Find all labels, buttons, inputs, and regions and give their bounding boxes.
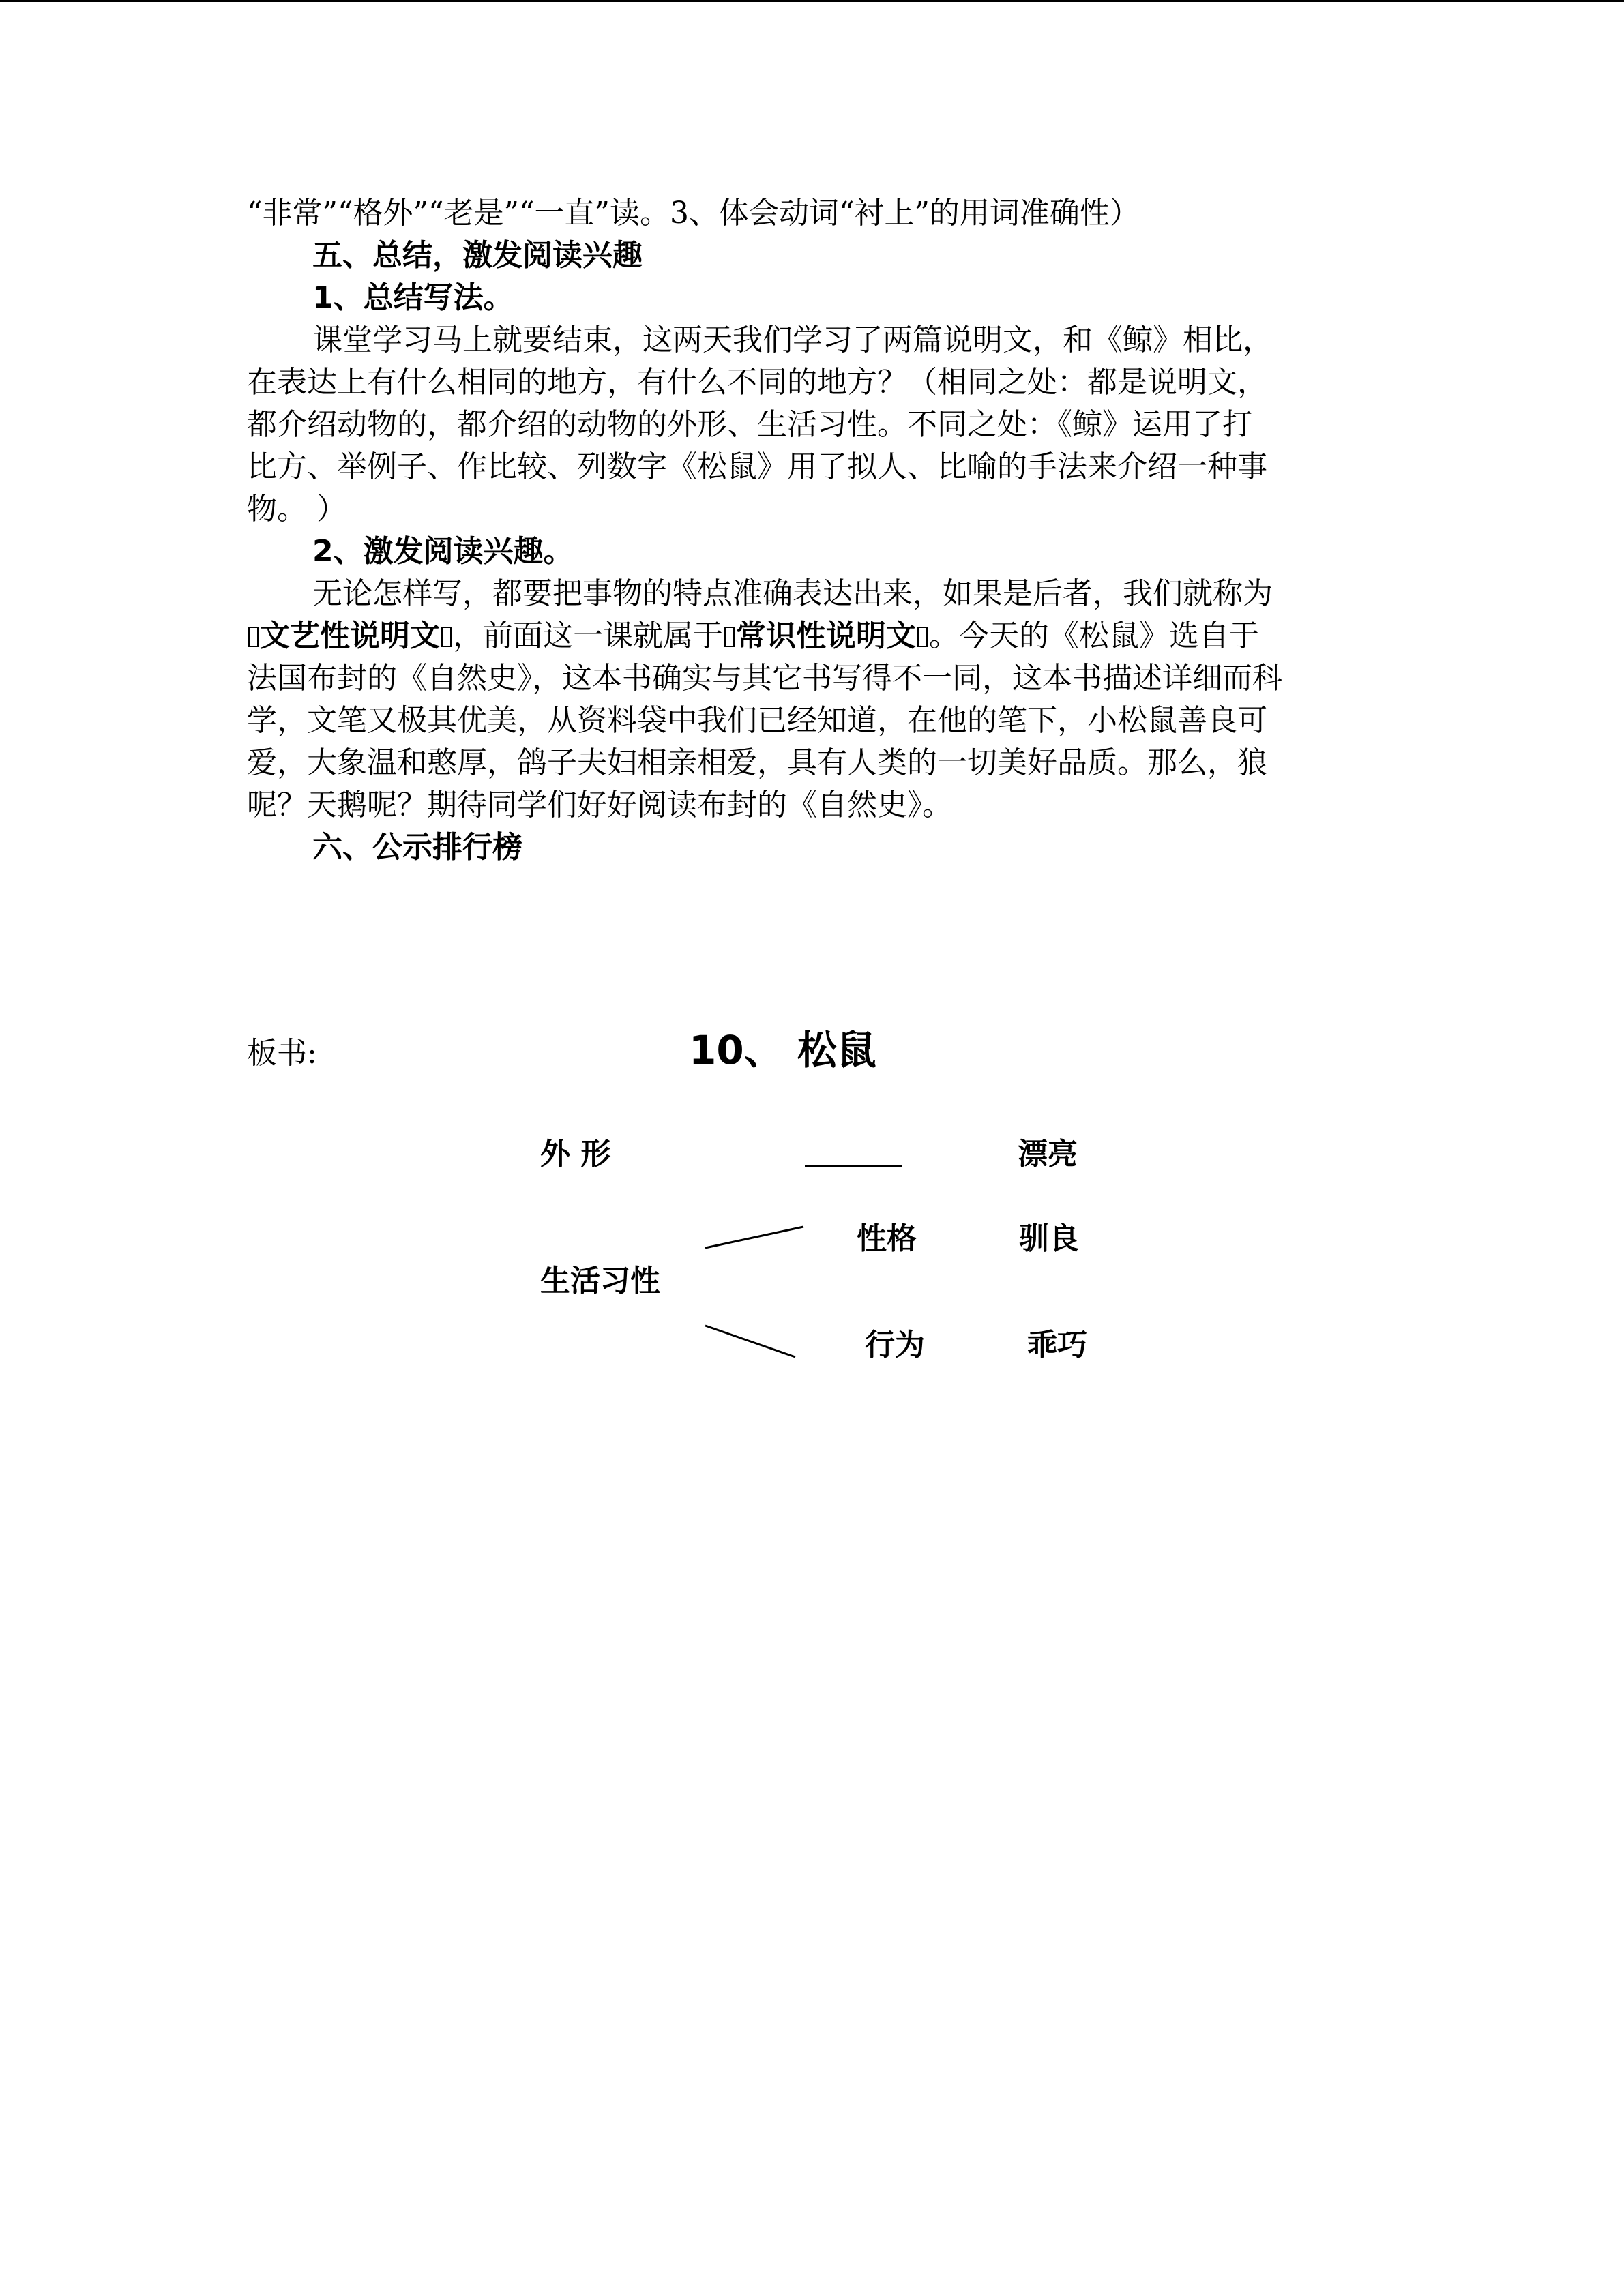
paragraph-line: 无论怎样写，都要把事物的特点准确表达出来，如果是后者，我们就称为 bbox=[312, 576, 1273, 611]
board-behavior: 行为 bbox=[865, 1328, 925, 1362]
term-literary-expository: 文艺性说明文 bbox=[260, 618, 440, 653]
paragraph-fragment: 。今天的《松鼠》选自于 bbox=[929, 618, 1259, 653]
connector-line-behavior bbox=[705, 1326, 795, 1357]
paragraph-line: 都介绍动物的，都介绍的动物的外形、生活习性。不同之处：《鲸》运用了打 bbox=[247, 407, 1252, 442]
subsection-heading-summary: 1、总结写法。 bbox=[312, 280, 514, 315]
paragraph-line: 爱，大象温和憨厚，鸽子夫妇相亲相爱，具有人类的一切美好品质。那么，狼 bbox=[247, 745, 1267, 780]
board-personality-value: 驯良 bbox=[1019, 1221, 1079, 1256]
section-heading-5: 五、总结，激发阅读兴趣 bbox=[312, 238, 643, 273]
term-common-knowledge-expository: 常识性说明文 bbox=[736, 618, 916, 653]
section-heading-6: 六、公示排行榜 bbox=[312, 830, 522, 865]
paragraph-fragment: ，前面这一课就属于 bbox=[453, 618, 723, 653]
paragraph-line: 在表达上有什么相同的地方，有什么不同的地方？（相同之处：都是说明文， bbox=[247, 365, 1267, 400]
board-appearance: 外 形 bbox=[540, 1137, 611, 1172]
board-behavior-value: 乖巧 bbox=[1027, 1328, 1087, 1362]
board-title: 10、 松鼠 bbox=[689, 1027, 876, 1073]
paragraph-line: 呢？天鹅呢？期待同学们好好阅读布封的《自然史》。 bbox=[247, 788, 952, 822]
paragraph-line: 物。 ） bbox=[247, 492, 346, 526]
paragraph-line: 课堂学习马上就要结束，这两天我们学习了两篇说明文，和《鲸》相比， bbox=[312, 323, 1273, 357]
subsection-heading-interest: 2、激发阅读兴趣。 bbox=[312, 534, 574, 569]
board-habits: 生活习性 bbox=[540, 1264, 660, 1298]
board-label: 板书: bbox=[247, 1036, 317, 1071]
paragraph-line: “非常”“格外”“老是”“一直”读。3、体会动词“衬上”的用词准确性） bbox=[247, 196, 1140, 230]
paragraph-line: 法国布封的《自然史》，这本书确实与其它书写得不一同，这本书描述详细而科 bbox=[247, 661, 1282, 696]
board-appearance-value: 漂亮 bbox=[1018, 1137, 1078, 1172]
paragraph-line: 学，文笔又极其优美，从资料袋中我们已经知道，在他的笔下，小松鼠善良可 bbox=[247, 703, 1267, 738]
connector-line-personality bbox=[705, 1227, 803, 1248]
paragraph-line: 比方、举例子、作比较、列数字《松鼠》用了拟人、比喻的手法来介绍一种事 bbox=[247, 449, 1267, 484]
board-personality: 性格 bbox=[857, 1221, 917, 1256]
